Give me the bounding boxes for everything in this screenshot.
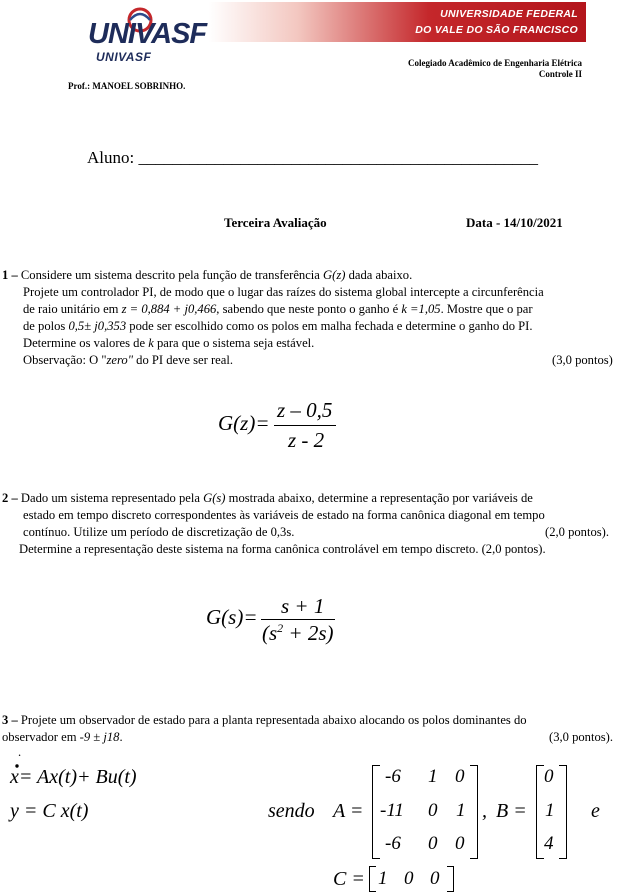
exam-title: Terceira Avaliação — [224, 215, 327, 230]
x-dot-accent — [13, 757, 21, 765]
professor-line — [68, 81, 185, 91]
q1-line5: Determine os valores de k para que o sistema seja estável. — [23, 336, 315, 350]
q2-formula-numerator: s + 1 — [281, 594, 325, 618]
q1-formula-numerator: z – 0,5 — [277, 398, 333, 422]
b-1: 0 — [544, 766, 554, 787]
q3-points: (3,0 pontos). — [549, 730, 614, 744]
c-2: 0 — [404, 868, 414, 889]
a-31: -6 — [385, 833, 401, 854]
q2-formula-denominator: $(s^2 + 2s)$ — [262, 621, 334, 645]
matrix-c-right-bracket — [447, 866, 454, 892]
q3-line1: 3 – Projete um observador de estado para a planta representada abaixo alocando os polos dominantes do — [2, 713, 527, 727]
state-equation: x= Ax(t)+ Bu(t) — [10, 766, 137, 788]
q1-line1: 1 – Considere um sistema descrito pela função de transferência G(z) dada abaixo. — [2, 268, 413, 282]
e-word: e — [591, 800, 600, 822]
course-name: Controle II — [538, 69, 582, 79]
a-22: 0 — [428, 800, 438, 821]
logo-subtitle: UNIVASF — [96, 50, 152, 64]
a-23: 1 — [456, 800, 466, 821]
q3-line2: observador em -9 ± j18. — [2, 730, 123, 744]
c-1: 1 — [378, 868, 388, 889]
matrix-b-label: B = — [496, 800, 527, 822]
exam-date: Data - 14/10/2021 — [466, 215, 563, 230]
student-name-line: _______________________________________________ — [138, 148, 538, 167]
q3-dot: . — [18, 745, 22, 759]
q1-formula-lhs: G(z)= — [218, 411, 270, 435]
q2-line3: contínuo. Utilize um período de discretização de 0,3s. — [23, 525, 295, 539]
q1-fraction-bar — [274, 425, 336, 426]
q2-line4: Determine a representação deste sistema na forma canônica controlável em tempo discreto. (2,0 pontos). — [19, 542, 546, 556]
q1-formula-denominator: z - 2 — [288, 428, 325, 452]
department-info — [408, 58, 582, 80]
q3-number: 3 – — [2, 713, 18, 727]
q1-line6: Observação: O "zero" do PI deve ser real. — [23, 353, 234, 367]
q2-points-a: (2,0 pontos). — [545, 525, 610, 539]
matrix-b-right-bracket — [559, 765, 567, 859]
q1-line4: de polos 0,5± j0,353 pode ser escolhido como os polos em malha fechada e determine o ganho do PI. — [23, 319, 533, 333]
q1-line3: de raio unitário em z = 0,884 + j0,466, sabendo que neste ponto o ganho é k =1,05. Mostre que o par — [23, 302, 533, 316]
matrix-separator-comma: , — [482, 800, 487, 822]
b-2: 1 — [545, 800, 555, 821]
a-13: 0 — [455, 766, 465, 787]
student-label: Aluno: — [87, 148, 135, 167]
matrix-a-left-bracket — [372, 765, 380, 859]
q1-number: 1 – — [2, 268, 18, 282]
university-name-line1: UNIVERSIDADE FEDERAL — [440, 8, 578, 20]
matrix-b-left-bracket — [536, 765, 544, 859]
student-field — [87, 148, 538, 168]
matrix-a-label: A = — [333, 800, 364, 822]
university-name-line2: DO VALE DO SÃO FRANCISCO — [415, 24, 578, 36]
q1-points: (3,0 pontos) — [552, 353, 613, 367]
matrix-a-right-bracket — [470, 765, 478, 859]
c-3: 0 — [430, 868, 440, 889]
logo-wordmark: UNIVASF — [88, 18, 207, 50]
output-equation: y = C x(t) — [10, 800, 89, 822]
b-3: 4 — [544, 833, 554, 854]
univasf-logo — [86, 4, 207, 68]
a-21: -11 — [380, 800, 404, 821]
department-name: Colegiado Acadêmico de Engenharia Elétrica — [408, 58, 582, 68]
professor-label: Prof.: — [68, 81, 91, 91]
q2-fraction-bar — [261, 619, 335, 620]
professor-name: MANOEL SOBRINHO. — [92, 81, 186, 91]
sendo-word: sendo — [268, 800, 315, 822]
matrix-c-label: C = — [333, 868, 365, 890]
q2-number: 2 – — [2, 491, 18, 505]
a-12: 1 — [428, 766, 438, 787]
q2-line1: 2 – Dado um sistema representado pela G(s) mostrada abaixo, determine a representação por variáveis de — [2, 491, 533, 505]
a-33: 0 — [455, 833, 465, 854]
q2-formula-lhs: G(s)= — [206, 605, 258, 629]
a-32: 0 — [428, 833, 438, 854]
q2-line2: estado em tempo discreto correspondentes às variáveis de estado na forma canônica diagonal em tempo — [23, 508, 545, 522]
matrix-c-left-bracket — [369, 866, 376, 892]
q1-line2: Projete um controlador PI, de modo que o lugar das raízes do sistema global intercepte a circunferência — [23, 285, 544, 299]
a-11: -6 — [385, 766, 401, 787]
